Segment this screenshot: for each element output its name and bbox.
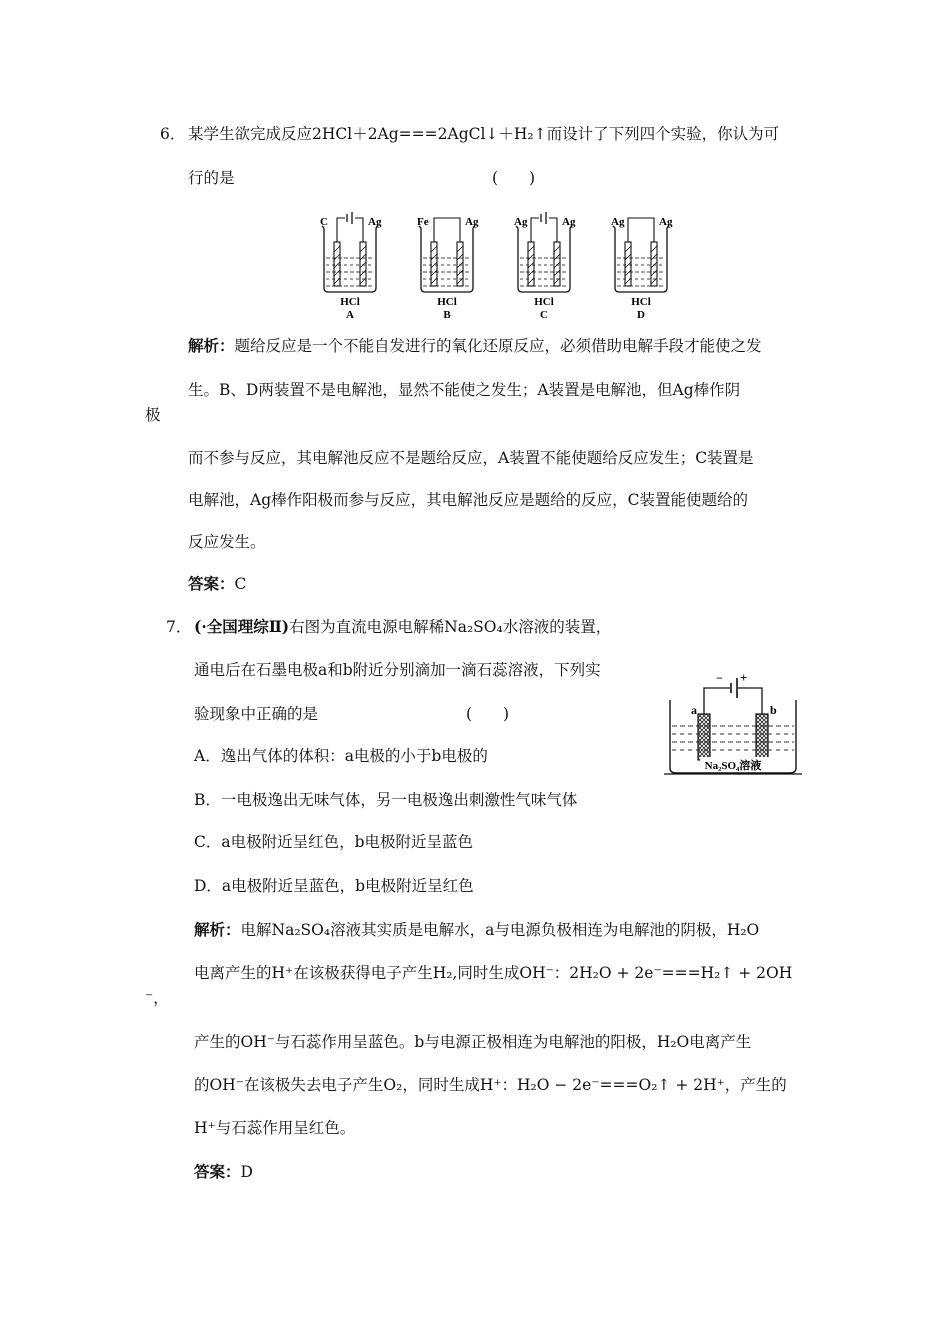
beaker-solution <box>423 258 471 286</box>
electrode-right-label: Ag <box>659 216 673 228</box>
q7-stem-line2: 通电后在石墨电极a和b附近分别滴加一滴石蕊溶液，下列实 <box>194 661 601 679</box>
beaker-letter: B <box>443 309 451 321</box>
q6-stem-line2: 行的是 <box>188 169 235 187</box>
electrode-right-label: Ag <box>465 216 479 228</box>
q6-stem-line1: 某学生欲完成反应2HCl＋2Ag===2AgCl↓＋H₂↑而设计了下列四个实验，你认为可 <box>188 125 780 143</box>
q7-analysis-line2: 电离产生的H⁺在该极获得电子产生H₂,同时生成OH⁻：2H₂O + 2e⁻===H₂↑ + 2OH <box>194 964 793 982</box>
wire-right <box>355 218 363 242</box>
q7-wire-right <box>738 688 762 714</box>
electrode-right-label: Ag <box>562 216 576 228</box>
q6-beaker-a <box>320 212 382 321</box>
solution-label: HCl <box>534 296 554 308</box>
q6-number: 6． <box>160 125 186 143</box>
q7-option-d: D．a电极附近呈蓝色，b电极附近呈红色 <box>194 877 474 895</box>
solution-label: HCl <box>437 296 457 308</box>
q7-wire-left <box>704 688 730 714</box>
wire <box>628 218 654 242</box>
q7-figure <box>660 668 810 778</box>
q7-label-b: b <box>770 703 777 717</box>
q7-analysis-line4: 产生的OH⁻与石蕊作用呈蓝色。b与电源正极相连为电解池的阳极，H₂O电离产生 <box>194 1033 752 1051</box>
beaker-solution <box>520 258 568 286</box>
q7-option-c: C．a电极附近呈红色，b电极附近呈蓝色 <box>194 833 474 851</box>
electrode-left-label: C <box>320 216 328 228</box>
beaker-letter: D <box>637 309 645 321</box>
q7-number: 7． <box>166 618 192 636</box>
q7-source: (·全国理综Ⅱ) <box>194 617 290 636</box>
q6-answer <box>188 574 246 594</box>
q7-analysis-text1: 电解Na₂SO₄溶液其实质是电解水，a与电源负极相连为电解池的阴极，H₂O <box>240 921 760 939</box>
q7-solution-label: Na₂SO₄溶液 <box>704 760 762 772</box>
q7-battery-plus: + <box>740 670 748 685</box>
q7-label-a: a <box>691 703 697 717</box>
solution-label: HCl <box>340 296 360 308</box>
q7-analysis-label: 解析： <box>194 920 241 939</box>
q7-battery-minus: − <box>716 671 723 685</box>
q6-analysis-label: 解析： <box>188 336 235 355</box>
electrode-left-label: Ag <box>611 216 625 228</box>
beaker-letter: A <box>346 309 354 321</box>
q6-answer-value: C <box>234 575 247 593</box>
q6-analysis-line5: 电解池，Ag棒作阳极而参与反应，其电解池反应是题给的反应，C装置能使题给的 <box>188 491 748 509</box>
beaker-body <box>516 226 572 292</box>
q6-analysis-line1 <box>188 336 762 356</box>
beaker-solution <box>617 258 665 286</box>
wire-right <box>549 218 557 242</box>
q6-analysis-line4: 而不参与反应，其电解池反应不是题给反应，A装置不能使题给反应发生；C装置是 <box>188 449 754 467</box>
q7-option-a: A．逸出气体的体积：a电极的小于b电极的 <box>194 747 488 765</box>
q7-answer-value: D <box>240 1163 253 1181</box>
electrode-right-label: Ag <box>368 216 382 228</box>
q6-analysis-line3: 极 <box>145 406 161 424</box>
q7-electrode-a <box>698 714 710 760</box>
q6-beaker-b <box>417 216 479 321</box>
q7-answer <box>194 1162 253 1182</box>
wire-left <box>531 218 539 242</box>
wire-left <box>337 218 345 242</box>
q7-analysis-line3: ⁻， <box>145 989 169 1007</box>
q7-analysis-line5: 的OH⁻在该极失去电子产生O₂，同时生成H⁺：H₂O − 2e⁻===O₂↑ + 2H⁺，产生的 <box>194 1076 787 1094</box>
q6-analysis-line2: 生。B、D两装置不是电解池，显然不能使之发生；A装置是电解池，但Ag棒作阴 <box>188 381 741 399</box>
q6-beaker-d <box>611 216 673 321</box>
q7-option-b: B．一电极逸出无味气体，另一电极逸出刺激性气味气体 <box>194 791 578 809</box>
q7-stem-text1: 右图为直流电源电解稀Na₂SO₄水溶液的装置， <box>289 618 612 636</box>
q7-stem-line3: 验现象中正确的是 <box>194 705 319 723</box>
q7-solution-liquid <box>672 726 794 750</box>
q6-answer-paren: ( ) <box>492 169 536 187</box>
beaker-body <box>419 226 475 292</box>
q7-analysis-line6: H⁺与石蕊作用呈红色。 <box>194 1119 356 1137</box>
q7-electrode-b <box>756 714 768 760</box>
beaker-body <box>613 226 669 292</box>
beaker-body <box>322 226 378 292</box>
q6-analysis-line6: 反应发生。 <box>188 533 266 551</box>
electrode-left-label: Fe <box>417 216 429 228</box>
q7-answer-label: 答案： <box>194 1162 241 1181</box>
q6-analysis-text1: 题给反应是一个不能自发进行的氧化还原反应，必须借助电解手段才能使之发 <box>234 337 762 355</box>
wire <box>434 218 460 242</box>
beaker-letter: C <box>540 309 548 321</box>
electrode-left-label: Ag <box>514 216 528 228</box>
q6-beaker-c <box>514 212 576 321</box>
q7-analysis-line1 <box>194 920 759 940</box>
q7-answer-paren: ( ) <box>466 705 510 723</box>
q6-figure <box>312 212 712 324</box>
q6-answer-label: 答案： <box>188 574 235 593</box>
q7-stem-line1 <box>194 617 611 637</box>
beaker-solution <box>326 258 374 286</box>
solution-label: HCl <box>631 296 651 308</box>
